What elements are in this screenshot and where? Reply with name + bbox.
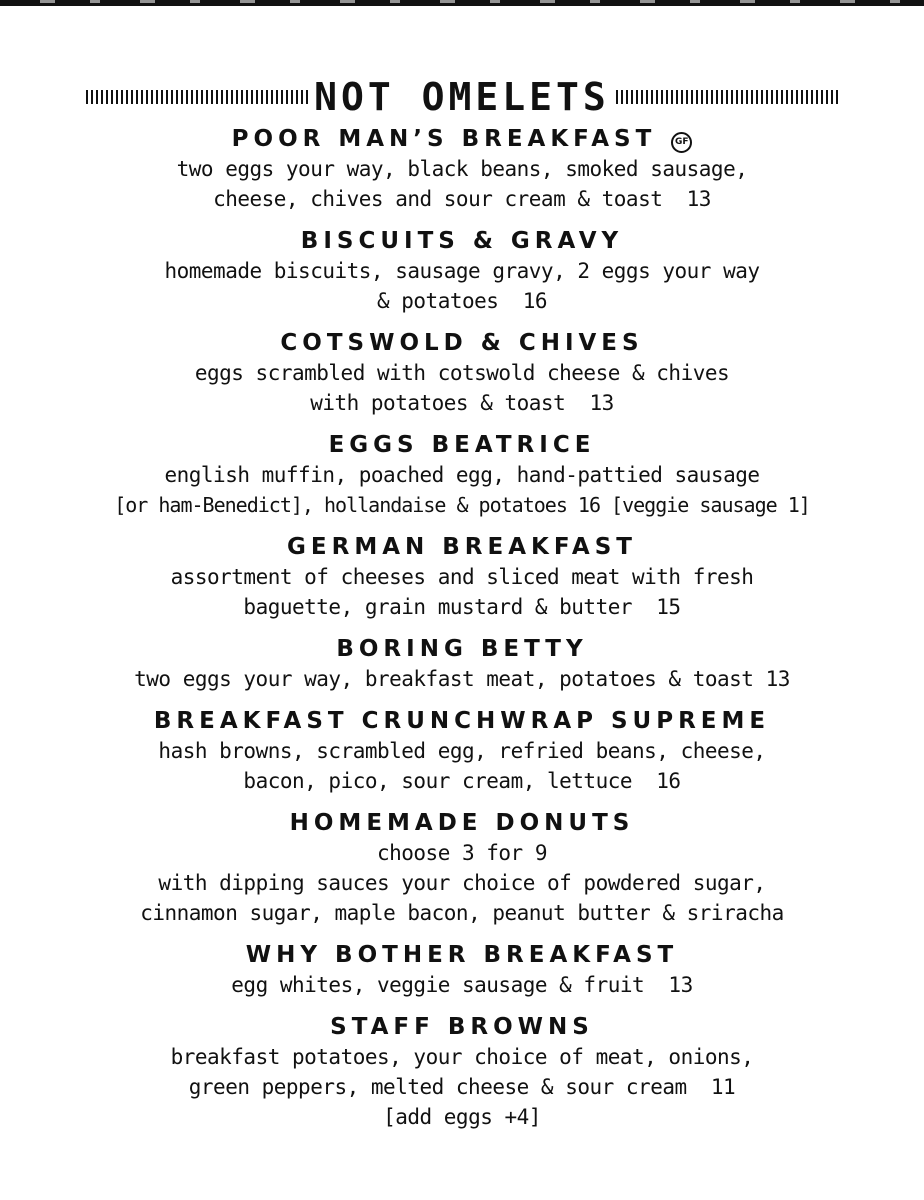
menu-item xyxy=(0,226,924,316)
item-name: BORING BETTY xyxy=(336,636,588,662)
menu-item xyxy=(0,532,924,622)
item-description: with dipping sauces your choice of powdered sugar, xyxy=(158,871,766,895)
item-description: [add eggs +4] xyxy=(383,1105,541,1129)
menu-item xyxy=(0,634,924,694)
item-description: hash browns, scrambled egg, refried beans, cheese, xyxy=(158,739,766,763)
item-description: egg whites, veggie sausage & fruit 13 xyxy=(231,973,693,997)
item-name: COTSWOLD & CHIVES xyxy=(280,330,644,356)
menu-item xyxy=(0,124,924,214)
item-description: assortment of cheeses and sliced meat with fresh xyxy=(170,565,754,589)
menu-item xyxy=(0,1012,924,1132)
menu-item xyxy=(0,808,924,928)
item-description: bacon, pico, sour cream, lettuce 16 xyxy=(243,769,681,793)
item-description: choose 3 for 9 xyxy=(376,841,547,865)
section-header xyxy=(0,72,924,122)
gluten-free-icon: GF xyxy=(671,132,692,153)
item-description: & potatoes 16 xyxy=(376,289,547,313)
item-description: eggs scrambled with cotswold cheese & chives xyxy=(194,361,730,385)
item-description: with potatoes & toast 13 xyxy=(310,391,614,415)
item-description: cheese, chives and sour cream & toast 13 xyxy=(213,187,711,211)
item-description: two eggs your way, breakfast meat, potatoes & toast 13 xyxy=(134,667,790,691)
section-title: NOT OMELETS xyxy=(314,75,610,119)
item-description: green peppers, melted cheese & sour cream 11 xyxy=(188,1075,736,1099)
item-name: GERMAN BREAKFAST xyxy=(287,534,637,560)
item-description: homemade biscuits, sausage gravy, 2 eggs your way xyxy=(164,259,760,283)
item-description: two eggs your way, black beans, smoked sausage, xyxy=(176,157,748,181)
menu-item xyxy=(0,430,924,520)
item-description: baguette, grain mustard & butter 15 xyxy=(243,595,681,619)
menu-page xyxy=(0,72,924,1144)
item-name: BREAKFAST CRUNCHWRAP SUPREME xyxy=(153,708,771,734)
left-rule xyxy=(86,90,308,104)
item-name: STAFF BROWNS xyxy=(330,1014,594,1040)
item-name: HOMEMADE DONUTS xyxy=(289,810,635,836)
item-description: [or ham-Benedict], hollandaise & potatoes 16 [veggie sausage 1] xyxy=(114,493,810,517)
menu-item xyxy=(0,706,924,796)
item-name: EGGS BEATRICE xyxy=(328,432,596,458)
menu-item xyxy=(0,328,924,418)
menu-item xyxy=(0,940,924,1000)
item-name: POOR MAN’S BREAKFAST GF xyxy=(0,124,924,154)
right-rule xyxy=(616,90,838,104)
item-name: WHY BOTHER BREAKFAST xyxy=(245,942,679,968)
top-border-decoration xyxy=(0,0,924,3)
item-description: cinnamon sugar, maple bacon, peanut butter & sriracha xyxy=(140,901,784,925)
item-description: breakfast potatoes, your choice of meat, onions, xyxy=(170,1045,754,1069)
item-name: BISCUITS & GRAVY xyxy=(300,228,624,254)
item-description: english muffin, poached egg, hand-pattied sausage xyxy=(164,463,760,487)
